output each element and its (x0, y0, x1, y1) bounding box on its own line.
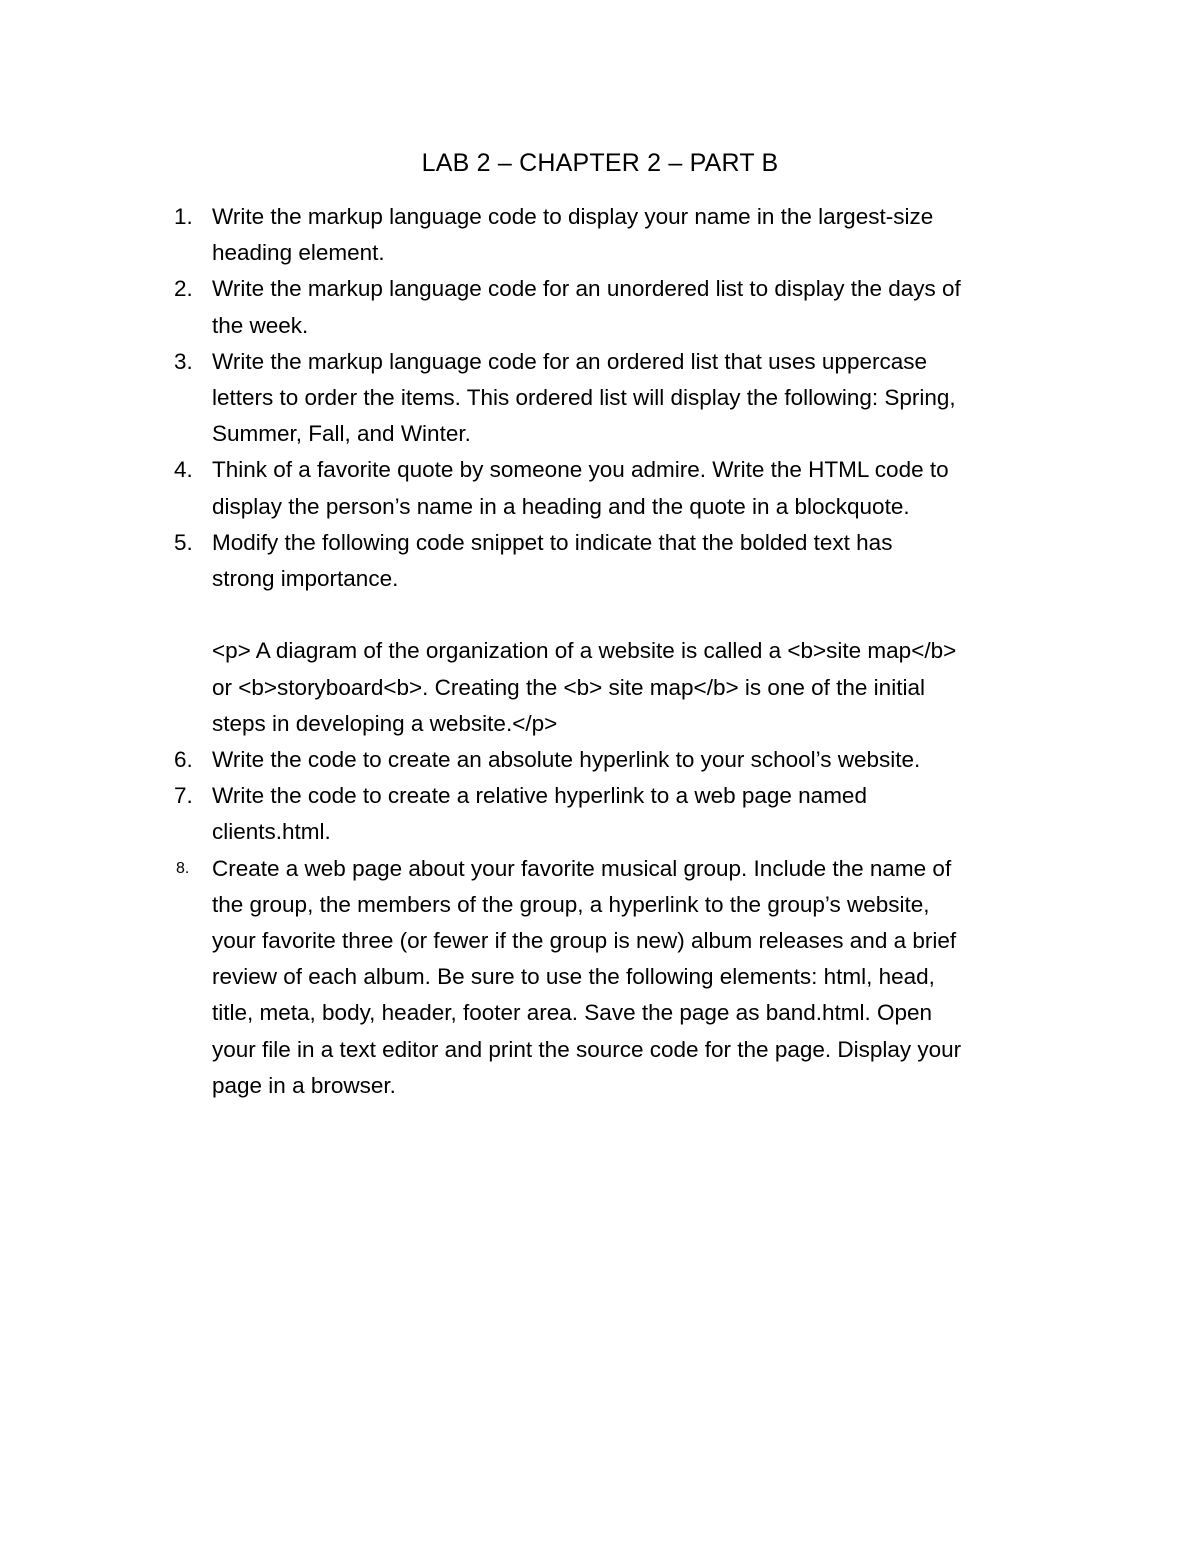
item-number: 2. (174, 276, 193, 302)
item-text-line: Write the code to create a relative hyperlink to a web page named (212, 783, 867, 809)
item-number: 1. (174, 204, 193, 229)
item-text-line: your file in a text editor and print the source code for the page. Display your (212, 1036, 962, 1062)
list-item (0, 778, 1072, 850)
item-text-line: Write the markup language code for an unordered list to display the days of (212, 276, 961, 302)
list-item (0, 271, 1072, 343)
item-text-line: clients.html. (212, 819, 331, 845)
item-number: 7. (174, 783, 193, 809)
question-list (0, 199, 1200, 1104)
item-text-line: Modify the following code snippet to indicate that the bolded text has (212, 529, 893, 555)
item-number: 5. (174, 529, 193, 555)
item-text-line: page in a browser. (212, 1072, 396, 1098)
item-text-line: the group, the members of the group, a hyperlink to the group’s website, (212, 891, 930, 917)
item-text-line: your favorite three (or fewer if the group is new) album releases and a brief (212, 928, 957, 954)
item-text-line: title, meta, body, header, footer area. Save the page as band.html. Open (212, 1000, 933, 1026)
code-snippet-line: <p> A diagram of the organization of a website is called a <b>site map</b> (212, 638, 957, 664)
item-number: 3. (174, 348, 193, 374)
item-text-line: the week. (212, 312, 309, 338)
item-text-line: display the person’s name in a heading and the quote in a blockquote. (212, 493, 910, 519)
item-text-line: Write the code to create an absolute hyperlink to your school’s website. (212, 747, 921, 773)
item-text-line: Summer, Fall, and Winter. (212, 421, 471, 447)
list-item (0, 199, 1072, 271)
item-text-line: review of each album. Be sure to use the following elements: html, head, (212, 964, 935, 990)
item-number: 8. (176, 859, 190, 877)
item-text-line: Think of a favorite quote by someone you admire. Write the HTML code to (212, 457, 949, 483)
item-text-line: Create a web page about your favorite musical group. Include the name of (212, 855, 952, 881)
list-item (0, 344, 1072, 453)
list-item (0, 742, 1072, 778)
code-snippet-line: or <b>storyboard<b>. Creating the <b> site map</b> is one of the initial (212, 674, 925, 700)
item-text-line: heading element. (212, 240, 385, 266)
document-title: LAB 2 – CHAPTER 2 – PART B (421, 149, 779, 177)
item-text-line: letters to order the items. This ordered list will display the following: Spring, (212, 385, 956, 411)
item-text-line: strong importance. (212, 566, 399, 592)
code-snippet-line: steps in developing a website.</p> (212, 710, 558, 736)
item-text-line: Write the markup language code for an ordered list that uses uppercase (212, 348, 928, 374)
item-number: 4. (174, 457, 193, 483)
list-item (0, 452, 1072, 524)
blank-line (212, 597, 1072, 633)
item-text-line: Write the markup language code to display your name in the largest-size (212, 204, 934, 229)
list-item (0, 525, 1072, 742)
item-number: 6. (174, 747, 193, 773)
list-item (0, 851, 1072, 1104)
